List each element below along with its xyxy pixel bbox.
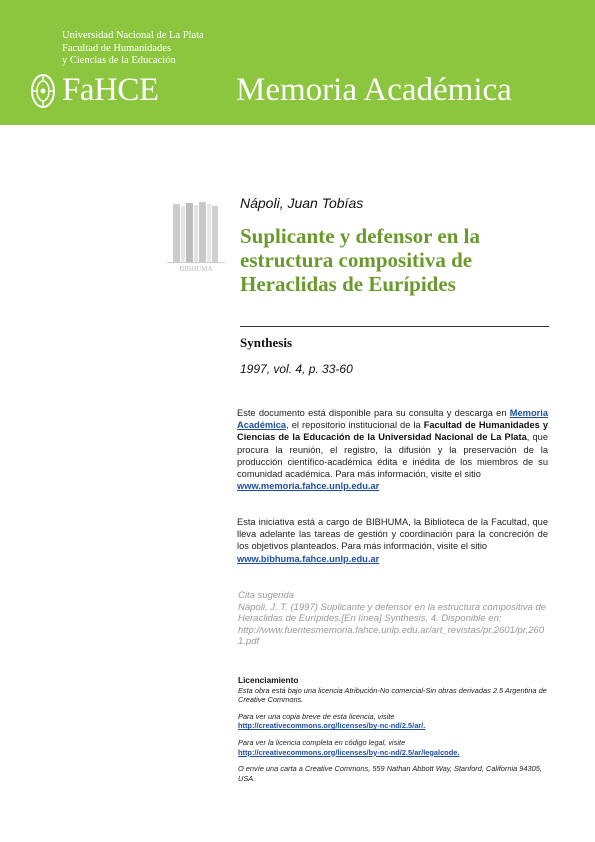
license-heading: Licenciamiento xyxy=(238,675,299,685)
memoria-site-link[interactable]: www.memoria.fahce.unlp.edu.ar xyxy=(237,481,380,492)
citation-label: Cita sugerida xyxy=(238,590,294,601)
bibhuma-logo xyxy=(165,200,227,278)
suggested-citation xyxy=(238,590,548,648)
license-section xyxy=(238,676,548,783)
license-brief-label: Para ver una copia breve de esta licencia, visite xyxy=(238,711,395,721)
author-name: Nápoli, Juan Tobías xyxy=(240,195,364,211)
bibhuma-site-link[interactable]: www.bibhuma.fahce.unlp.edu.ar xyxy=(237,553,380,564)
divider xyxy=(240,326,549,327)
article-title: Suplicante y defensor en la estructura compositiva de Heraclidas de Eurípides xyxy=(240,224,480,296)
header-banner xyxy=(0,0,595,125)
faculty-line: Facultad de Humanidades xyxy=(62,42,172,54)
license-brief-link[interactable]: http://creativecommons.org/licenses/by-nc-nd/2.5/ar/. xyxy=(238,721,426,731)
license-statement: Esta obra está bajo una licencia Atribución-No comercial-Sin obras derivadas 2.5 Argentina de Creative Commons. xyxy=(238,685,547,705)
faculty-line-2: y Ciencias de la Educación xyxy=(62,55,176,66)
university-seal-icon xyxy=(30,72,56,110)
license-full-label: Para ver la licencia completa en código legal, visite xyxy=(238,737,406,747)
university-line: Universidad Nacional de La Plata xyxy=(62,30,204,41)
university-name xyxy=(62,30,204,68)
license-full-link[interactable]: http://creativecommons.org/licenses/by-nc-nd/2.5/ar/legalcode. xyxy=(238,747,460,757)
availability-notice: Este documento está disponible para su consulta y descarga en Memoria Académica, el repositorio institucional de la Facultad de Humanidades y Ciencias de la Educación de la Universidad Nacional de La Plata, que procura la reunión, el registro, la difusión y la preservación de la producción científico-académica édita e inédita de los miembros de su comunidad académica. Para más información, visite el sitio www.memoria.fahce.unlp.edu.ar xyxy=(237,408,548,492)
fahce-logo: FaHCE xyxy=(62,72,159,108)
citation-url[interactable]: http://www.fuentesmemoria.fahce.unlp.edu.ar/art_revistas/pr.2601/pr.2601.pdf xyxy=(238,624,545,648)
initiative-notice: Esta iniciativa está a cargo de BIBHUMA, la Biblioteca de la Facultad, que lleva adelante las tareas de gestión y coordinación para la concreción de los objetivos planteados. Para más información, visite el sitio www.bibhuma.fahce.unlp.edu.ar xyxy=(237,517,548,564)
journal-name: Synthesis xyxy=(240,335,293,350)
repository-name: Memoria Académica xyxy=(236,72,512,108)
publication-volume: 1997, vol. 4, p. 33-60 xyxy=(240,362,353,376)
memoria-academica-link[interactable]: Memoria Académica xyxy=(237,408,548,431)
license-mail-address: O envíe una carta a Creative Commons, 559 Nathan Abbott Way, Stanford, California 94305, USA. xyxy=(238,764,542,783)
citation-text: Nápoli, J. T. (1997) Suplicante y defensor en la estructura compositiva de Heraclidas de Eurípides.[En línea] Synthesis, 4. Disponible en: xyxy=(238,601,547,625)
faculty-name-bold: Facultad de Humanidades y Ciencias de la Educación de la Universidad Nacional de La Plata xyxy=(237,420,548,443)
bibhuma-caption: BIBHUMA xyxy=(179,265,213,273)
